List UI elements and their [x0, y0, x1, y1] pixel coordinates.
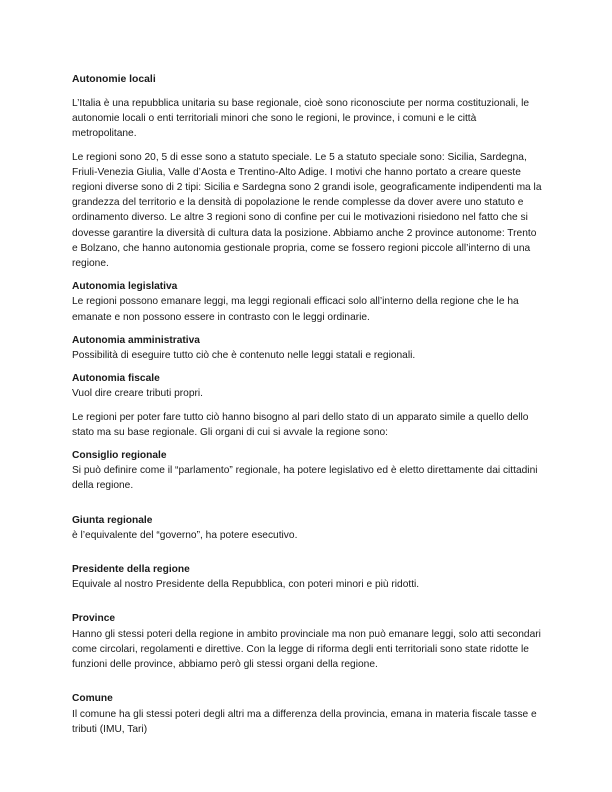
section-province [72, 611, 542, 672]
intro-paragraph: L’Italia è una repubblica unitaria su base regionale, cioè sono riconosciute per norma costituzionali, le autonomie locali o enti territoriali minori che sono le regioni, le province, i comuni e le città metropolitane. [72, 98, 530, 140]
section-text: Vuol dire creare tributi propri. [72, 388, 203, 400]
section-heading: Autonomia fiscale [72, 373, 160, 385]
section-heading: Presidente della regione [72, 564, 190, 576]
section-text: Possibilità di eseguire tutto ciò che è contenuto nelle leggi statali e regionali. [72, 350, 416, 362]
section-text: Si può definire come il “parlamento” regionale, ha potere legislativo ed è eletto direttamente dai cittadini della regione. [72, 465, 538, 492]
section-presidente-regione [72, 562, 542, 592]
section-heading: Consiglio regionale [72, 450, 167, 462]
section-heading: Province [72, 613, 116, 625]
section-heading: Giunta regionale [72, 514, 153, 526]
section-giunta-regionale [72, 513, 542, 543]
document-title: Autonomie locali [72, 74, 156, 85]
regions-paragraph: Le regioni sono 20, 5 di esse sono a statuto speciale. Le 5 a statuto speciale sono: Sicilia, Sardegna, Friuli-Venezia Giulia, Valle d’Aosta e Trentino-Alto Adige. I motivi che hanno portato a creare queste regioni diverse sono di 2 tipi: Sicilia e Sardegna sono 2 grandi isole, geograficamente indipendenti ma la grandezza del territorio e la densità di popolazione le rende complesse da dover avere uno statuto e ordinamento diverso. Le altre 3 regioni sono di confine per cui le motivazioni risiedono nel fatto che si dovesse garantire la diversità di cultura data la posizione. Abbiamo anche 2 province autonome: Trento e Bolzano, che hanno autonomia gestionale propria, come se fossero regioni piccole all’interno di una regione. [72, 151, 542, 270]
section-text: è l’equivalente del “governo”, ha potere esecutivo. [72, 529, 298, 541]
section-heading: Comune [72, 693, 113, 705]
organs-paragraph: Le regioni per poter fare tutto ciò hanno bisogno al pari dello stato di un apparato simile a quello dello stato ma su base regionale. Gli organi di cui si avvale la regione sono: [72, 411, 529, 438]
section-consiglio-regionale [72, 448, 542, 494]
section-heading: Autonomia amministrativa [72, 334, 200, 346]
section-text: Hanno gli stessi poteri della regione in ambito provinciale ma non può emanare leggi, solo atti secondari come circolari, regolamenti e direttive. Con la legge di riforma degli enti territoriali sono state ridotte le funzioni delle province, abbiamo però gli stessi organi della regione. [72, 628, 541, 671]
section-text: Le regioni possono emanare leggi, ma leggi regionali efficaci solo all’interno della regione che le ha emanate e non possono essere in contrasto con le leggi ordinarie. [72, 296, 519, 323]
section-text: Equivale al nostro Presidente della Repubblica, con poteri minori e più ridotti. [72, 579, 420, 591]
section-text: Il comune ha gli stessi poteri degli altri ma a differenza della provincia, emana in materia fiscale tasse e tributi (IMU, Tari) [72, 708, 537, 735]
section-autonomia-amministrativa [72, 333, 542, 363]
section-autonomia-legislativa [72, 279, 542, 325]
section-comune [72, 691, 542, 737]
section-autonomia-fiscale [72, 371, 542, 401]
section-heading: Autonomia legislativa [72, 281, 178, 293]
